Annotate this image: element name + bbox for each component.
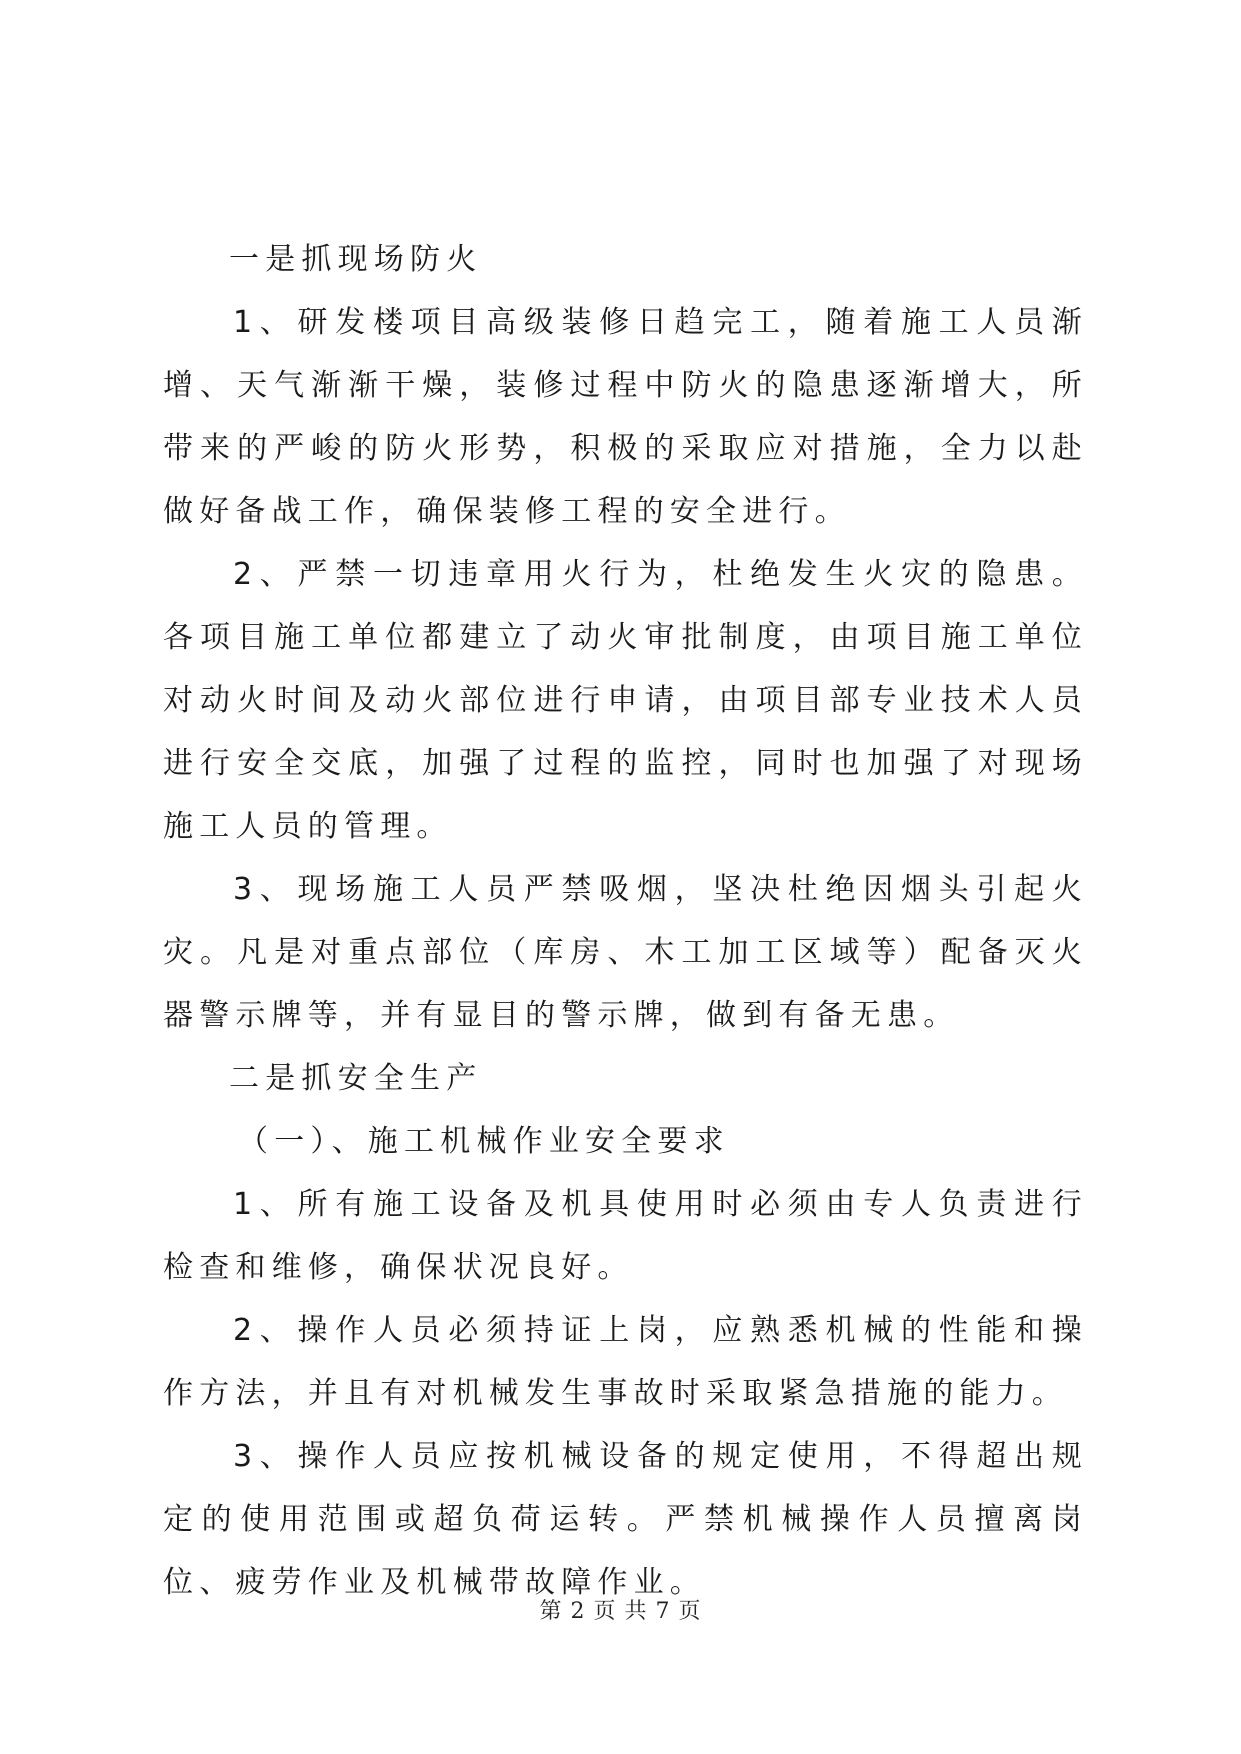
document-body	[163, 228, 1088, 1614]
paragraph-fire-3: 3、现场施工人员严禁吸烟，坚决杜绝因烟头引起火灾。凡是对重点部位（库房、木工加工区域等）配备灭火器警示牌等，并有显目的警示牌，做到有备无患。	[163, 872, 1088, 1033]
paragraph-machinery-3: 3、操作人员应按机械设备的规定使用，不得超出规定的使用范围或超负荷运转。严禁机械操作人员擅离岗位、疲劳作业及机械带故障作业。	[163, 1439, 1088, 1600]
paragraph-machinery-2: 2、操作人员必须持证上岗，应熟悉机械的性能和操作方法，并且有对机械发生事故时采取紧急措施的能力。	[163, 1313, 1088, 1411]
section-heading-safety-production: 二是抓安全生产	[229, 1061, 483, 1096]
paragraph-fire-1: 1、研发楼项目高级装修日趋完工，随着施工人员渐增、天气渐渐干燥，装修过程中防火的隐患逐渐增大，所带来的严峻的防火形势，积极的采取应对措施，全力以赴做好备战工作，确保装修工程的安全进行。	[163, 305, 1088, 529]
section-heading-fire-prevention: 一是抓现场防火	[229, 242, 483, 277]
paragraph-machinery-1: 1、所有施工设备及机具使用时必须由专人负责进行检查和维修，确保状况良好。	[163, 1187, 1088, 1285]
paragraph-fire-2: 2、严禁一切违章用火行为，杜绝发生火灾的隐患。各项目施工单位都建立了动火审批制度，由项目施工单位对动火时间及动火部位进行申请，由项目部专业技术人员进行安全交底，加强了过程的监控，同时也加强了对现场施工人员的管理。	[163, 557, 1088, 844]
page-footer: 第 2 页 共 7 页	[539, 1599, 702, 1624]
subsection-heading-machinery: （一）、施工机械作业安全要求	[238, 1124, 730, 1159]
